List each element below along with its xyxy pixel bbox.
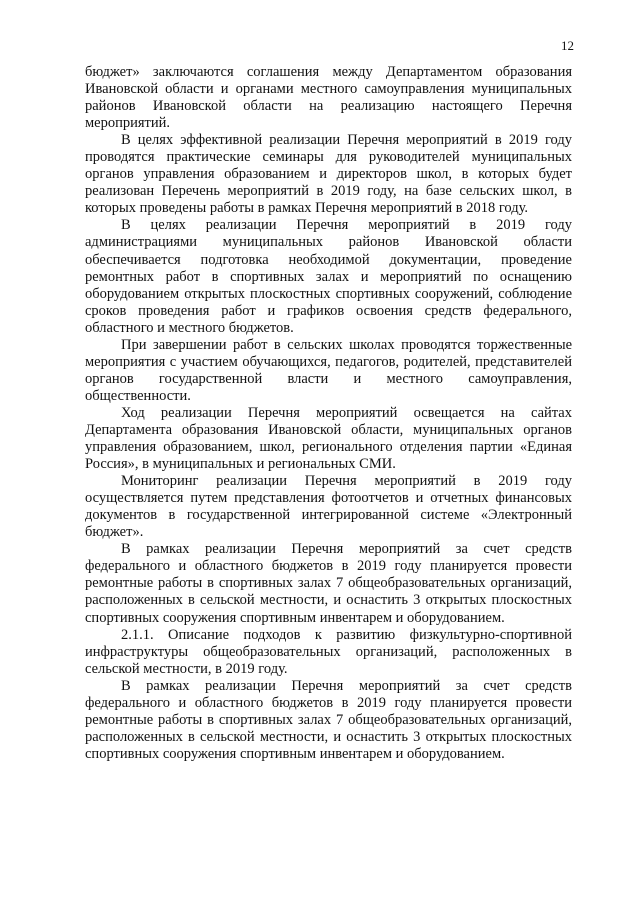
paragraph-planned-works: В рамках реализации Перечня мероприятий за счет средств федерального и областного бюджетов в 2019 году планируется провести ремонтные работы в спортивных залах 7 общеобразовательных организаций, расположенных в сельской местности, и оснастить 3 открытых плоскостных спортивных сооружения спортивным инвентарем и оборудованием. (85, 541, 572, 626)
paragraph-monitoring: Мониторинг реализации Перечня мероприятий в 2019 году осуществляется путем представления фотоотчетов и отчетных финансовых документов в государственной интегрированной системе «Электронный бюджет». (85, 473, 572, 541)
page-number: 12 (561, 38, 574, 53)
paragraph-continued: бюджет» заключаются соглашения между Департаментом образования Ивановской области и органами местного самоуправления муниципальных районов Ивановской области на реализацию настоящего Перечня мероприятий. (85, 64, 572, 132)
section-heading-2-1-1: 2.1.1. Описание подходов к развитию физкультурно-спортивной инфраструктуры общеобразовательных организаций, расположенных в сельской местности, в 2019 году. (85, 626, 572, 677)
paragraph-planned-works-repeat: В рамках реализации Перечня мероприятий за счет средств федерального и областного бюджетов в 2019 году планируется провести ремонтные работы в спортивных залах 7 общеобразовательных организаций, расположенных в сельской местности, и оснастить 3 открытых плоскостных спортивных сооружения спортивным инвентарем и оборудованием. (85, 677, 572, 762)
document-body (85, 64, 572, 763)
paragraph-seminars: В целях эффективной реализации Перечня мероприятий в 2019 году проводятся практические семинары для руководителей муниципальных органов управления образованием и директоров школ, в которых будет реализован Перечень мероприятий в 2019 году, на базе сельских школ, в которых проведены работы в рамках Перечня мероприятий в 2018 году. (85, 132, 572, 217)
paragraph-media-coverage: Ход реализации Перечня мероприятий освещается на сайтах Департамента образования Ивановской области, муниципальных органов управления образованием, школ, регионального отделения партии «Единая Россия», в муниципальных и региональных СМИ. (85, 404, 572, 473)
paragraph-administrations: В целях реализации Перечня мероприятий в 2019 году администрациями муниципальных районов Ивановской области обеспечивается подготовка необходимой документации, проведение ремонтных работ в спортивных залах и мероприятий по оснащению оборудованием открытых плоскостных спортивных сооружений, соблюдение сроков проведения работ и графиков освоения средств федерального, областного и местного бюджетов. (85, 217, 572, 336)
paragraph-ceremonies: При завершении работ в сельских школах проводятся торжественные мероприятия с участием обучающихся, педагогов, родителей, представителей органов государственной власти и местного самоуправления, общественности. (85, 336, 572, 404)
